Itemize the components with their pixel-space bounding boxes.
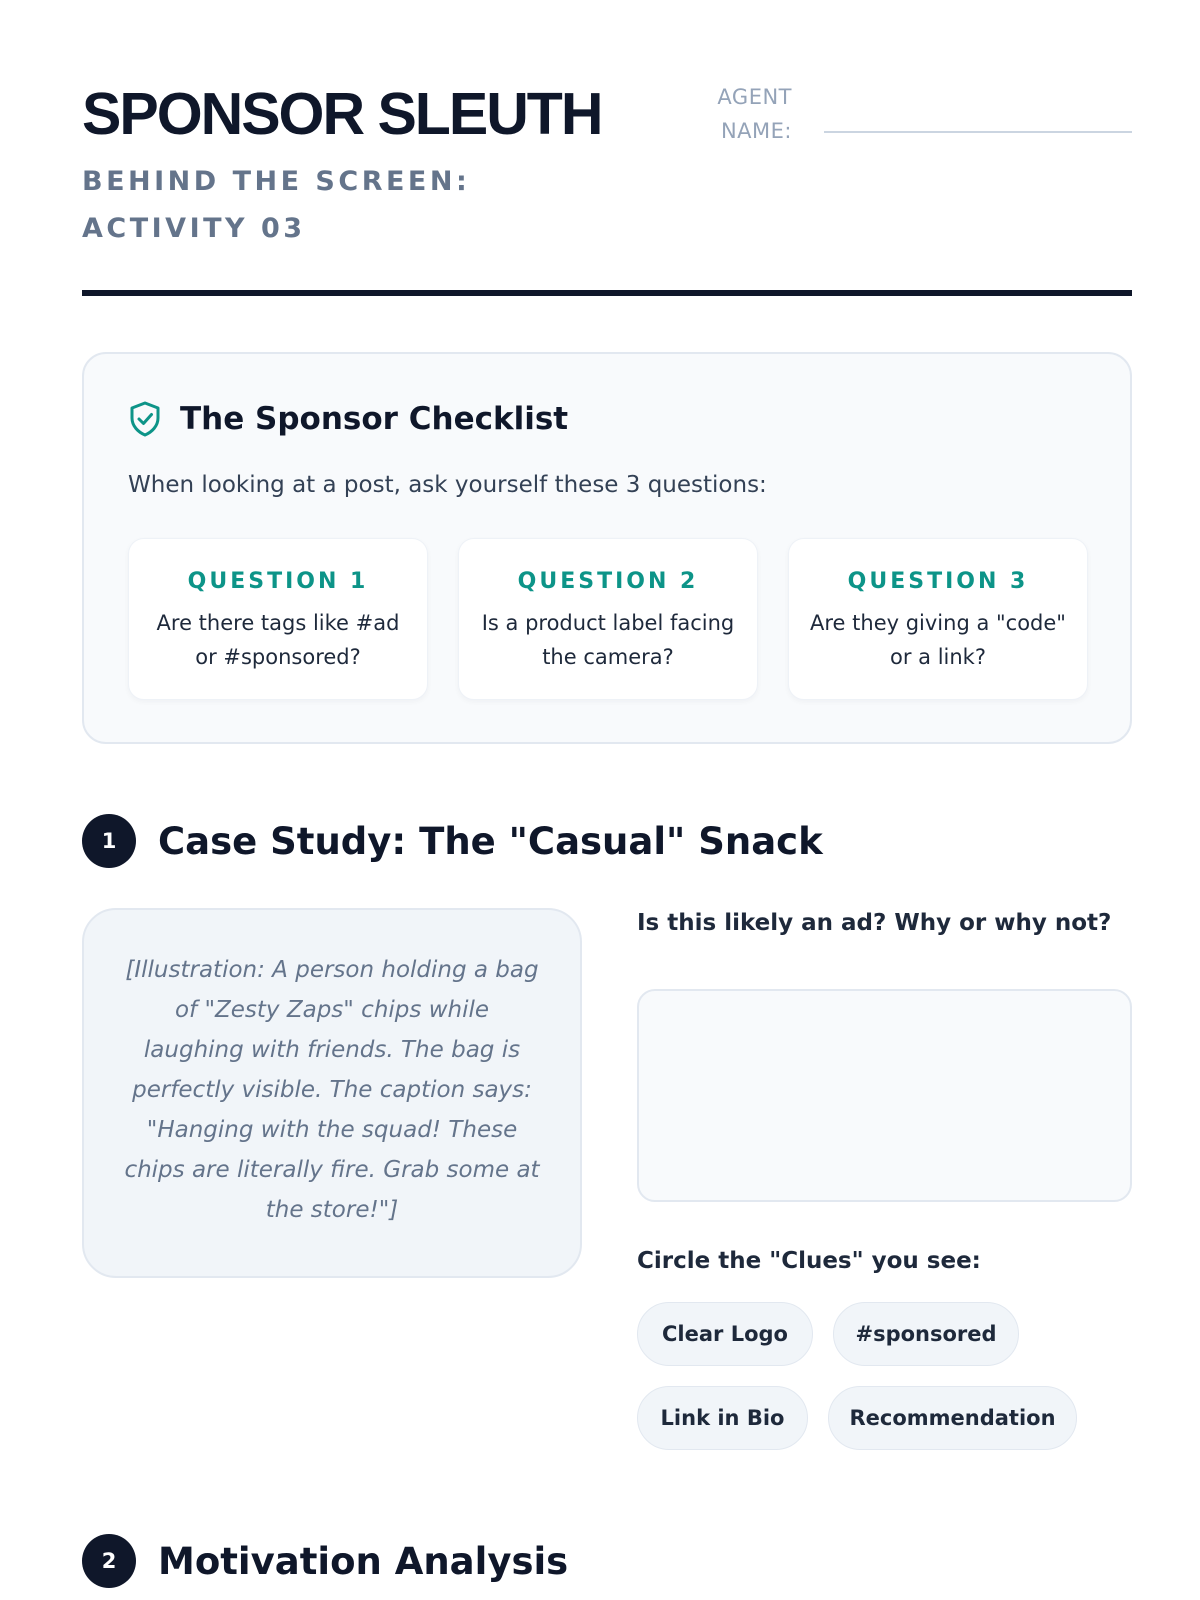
- question-card-2: [458, 538, 758, 700]
- section-number-badge: 1: [82, 814, 136, 868]
- clue-chip-link-in-bio[interactable]: Link in Bio: [637, 1386, 808, 1450]
- clue-chip-recommendation[interactable]: Recommendation: [828, 1386, 1077, 1450]
- worksheet-subtitle: BEHIND THE SCREEN: ACTIVITY 03: [82, 166, 471, 244]
- section-title: Case Study: The "Casual" Snack: [158, 819, 823, 863]
- clues-label: Circle the "Clues" you see:: [637, 1248, 981, 1274]
- agent-name-label: [712, 80, 792, 148]
- header-divider: [82, 290, 1132, 296]
- clue-chip-clear-logo[interactable]: Clear Logo: [637, 1302, 813, 1366]
- checklist-intro: When looking at a post, ask yourself these 3 questions:: [128, 472, 767, 498]
- sponsor-checklist-card: [82, 352, 1132, 744]
- worksheet-header: [82, 80, 1132, 295]
- question-card-1: [128, 538, 428, 700]
- checklist-title: The Sponsor Checklist: [180, 401, 569, 437]
- question-text: Is a product label facing the camera?: [481, 611, 735, 669]
- shield-check-icon: [128, 400, 162, 438]
- question-text: Are there tags like #ad or #sponsored?: [156, 611, 400, 669]
- agent-label-line1: AGENT: [717, 85, 792, 109]
- worksheet-title: SPONSOR SLEUTH: [82, 81, 602, 147]
- question-label: QUESTION 2: [517, 569, 699, 594]
- checklist-heading: [128, 399, 568, 439]
- section-number-badge: 2: [82, 1534, 136, 1588]
- illustration-placeholder: [Illustration: A person holding a bag of "Zesty Zaps" chips while laughing with friends. The bag is perfectly visible. The caption says: "Hanging with the squad! These chips are literally fire. Grab some at the store!"]: [82, 908, 582, 1278]
- section-heading-2: [82, 1533, 568, 1589]
- clue-chip-sponsored[interactable]: #sponsored: [833, 1302, 1019, 1366]
- question-label: QUESTION 1: [187, 569, 369, 594]
- agent-name-field[interactable]: [824, 131, 1132, 133]
- case-question-label: Is this likely an ad? Why or why not?: [637, 910, 1112, 936]
- question-label: QUESTION 3: [847, 569, 1029, 594]
- section-heading-1: [82, 813, 823, 869]
- agent-label-line2: NAME:: [720, 119, 792, 143]
- question-text: Are they giving a "code" or a link?: [810, 611, 1066, 669]
- worksheet-page: [82, 0, 1132, 1600]
- case-answer-box[interactable]: [637, 989, 1132, 1202]
- question-card-3: [788, 538, 1088, 700]
- section-title: Motivation Analysis: [158, 1539, 569, 1583]
